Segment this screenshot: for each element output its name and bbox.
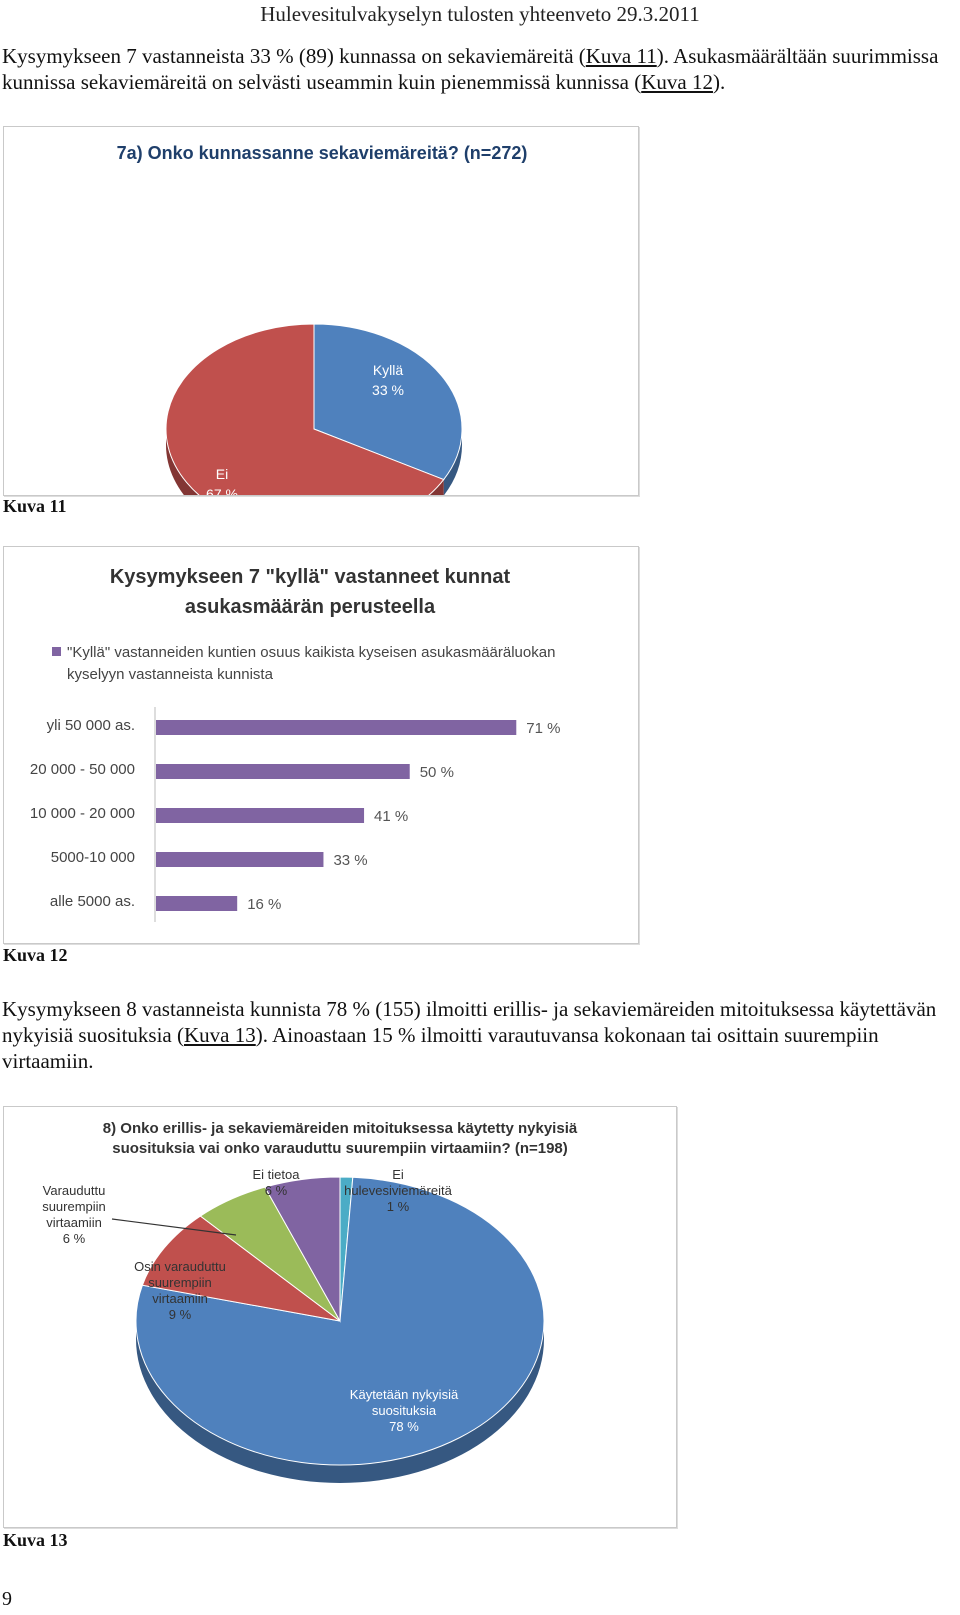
figure-13-chart bbox=[3, 1106, 677, 1528]
bar-value-label: 33 % bbox=[333, 852, 368, 869]
category-label: 20 000 - 50 000 bbox=[29, 761, 135, 778]
legend-label-line1: "Kyllä" vastanneiden kuntien osuus kaikista kyseisen asukasmääräluokan bbox=[67, 644, 556, 661]
category-label: yli 50 000 as. bbox=[46, 717, 135, 734]
figure-caption-13: Kuva 13 bbox=[3, 1530, 68, 1550]
category-label: 10 000 - 20 000 bbox=[29, 805, 135, 822]
bar-5000-10-000 bbox=[156, 852, 323, 867]
legend-swatch bbox=[52, 647, 61, 656]
chart-title-line2: asukasmäärän perusteella bbox=[184, 596, 436, 618]
page-number: 9 bbox=[2, 1588, 12, 1610]
bar-value-label: 71 % bbox=[526, 720, 561, 737]
slice-value-label: 67 % bbox=[206, 486, 238, 495]
slice-label: suosituksia bbox=[371, 1403, 437, 1418]
slice-value-label: 78 % bbox=[389, 1419, 419, 1434]
chart-title-line1: 8) Onko erillis- ja sekaviemäreiden mitoituksessa käytetty nykyisiä bbox=[102, 1120, 578, 1137]
pie-chart-mitoitus bbox=[4, 1107, 676, 1527]
slice-label: Varauduttu bbox=[42, 1183, 106, 1198]
slice-label: virtaamiin bbox=[46, 1215, 102, 1230]
paragraph-text: ). Ainoastaan 15 % ilmoitti varautuvansa kokonaan tai osittain suurempiin virtaamiin. bbox=[2, 1023, 879, 1073]
bar-value-label: 41 % bbox=[374, 808, 409, 825]
paragraph-question-8 bbox=[2, 996, 952, 1074]
bar-value-label: 16 % bbox=[247, 896, 282, 913]
slice-value-label: 33 % bbox=[372, 382, 404, 398]
slice-label: Käytetään nykyisiä bbox=[349, 1387, 459, 1402]
figure-11-chart bbox=[3, 126, 639, 496]
page-header: Hulevesitulvakyselyn tulosten yhteenveto 29.3.2011 bbox=[260, 2, 700, 26]
slice-value-label: 6 % bbox=[264, 1183, 288, 1198]
slice-label: suurempiin bbox=[148, 1275, 212, 1290]
bar-yli-50-000-as bbox=[156, 720, 516, 735]
bar-chart-asukasmaara bbox=[4, 547, 638, 943]
slice-label: suurempiin bbox=[42, 1199, 106, 1214]
slice-label: Osin varauduttu bbox=[134, 1259, 226, 1274]
figure-12-chart bbox=[3, 546, 639, 944]
slice-value-label: 6 % bbox=[62, 1231, 86, 1246]
paragraph-text: Kysymykseen 7 vastanneista 33 % (89) kunnassa on sekaviemäreitä ( bbox=[2, 44, 586, 68]
chart-title-line1: Kysymykseen 7 "kyllä" vastanneet kunnat bbox=[109, 566, 511, 588]
paragraph-question-7 bbox=[2, 43, 952, 95]
bar-20-000-50-000 bbox=[156, 764, 410, 779]
bar-value-label: 50 % bbox=[419, 764, 454, 781]
figure-ref-11[interactable]: Kuva 11 bbox=[585, 44, 657, 68]
chart-title-line2: suosituksia vai onko varauduttu suurempiin virtaamiin? (n=198) bbox=[112, 1140, 568, 1157]
slice-label: hulevesiviemäreitä bbox=[344, 1183, 452, 1198]
slice-label: Ei tietoa bbox=[252, 1167, 300, 1182]
slice-label: Ei bbox=[392, 1167, 404, 1182]
chart-title: 7a) Onko kunnassanne sekaviemäreitä? (n=272) bbox=[116, 143, 528, 163]
category-label: 5000-10 000 bbox=[50, 849, 135, 866]
slice-value-label: 1 % bbox=[386, 1199, 410, 1214]
legend-label-line2: kyselyyn vastanneista kunnista bbox=[67, 666, 273, 683]
figure-caption-11: Kuva 11 bbox=[3, 496, 67, 516]
slice-label: Kyllä bbox=[372, 362, 404, 378]
slice-label: virtaamiin bbox=[152, 1291, 208, 1306]
pie-chart-sekaviemarit bbox=[4, 127, 638, 495]
figure-ref-12[interactable]: Kuva 12 bbox=[641, 70, 713, 94]
bar-10-000-20-000 bbox=[156, 808, 364, 823]
figure-ref-13[interactable]: Kuva 13 bbox=[184, 1023, 256, 1047]
paragraph-text: ). bbox=[712, 70, 726, 94]
paragraph-text: ). Asukasmäärältään suurimmissa kunnissa sekaviemäreitä on selvästi useammin kuin pienemmissä kunnissa ( bbox=[2, 44, 939, 94]
category-label: alle 5000 as. bbox=[49, 893, 135, 910]
paragraph-text: Kysymykseen 8 vastanneista kunnista 78 % (155) ilmoitti erillis- ja sekaviemäreiden mitoituksessa käytettävän nykyisiä suosituksia ( bbox=[2, 997, 937, 1047]
slice-label: Ei bbox=[215, 466, 229, 482]
figure-caption-12: Kuva 12 bbox=[3, 945, 68, 965]
bar-alle-5000-as bbox=[156, 896, 237, 911]
slice-value-label: 9 % bbox=[168, 1307, 192, 1322]
